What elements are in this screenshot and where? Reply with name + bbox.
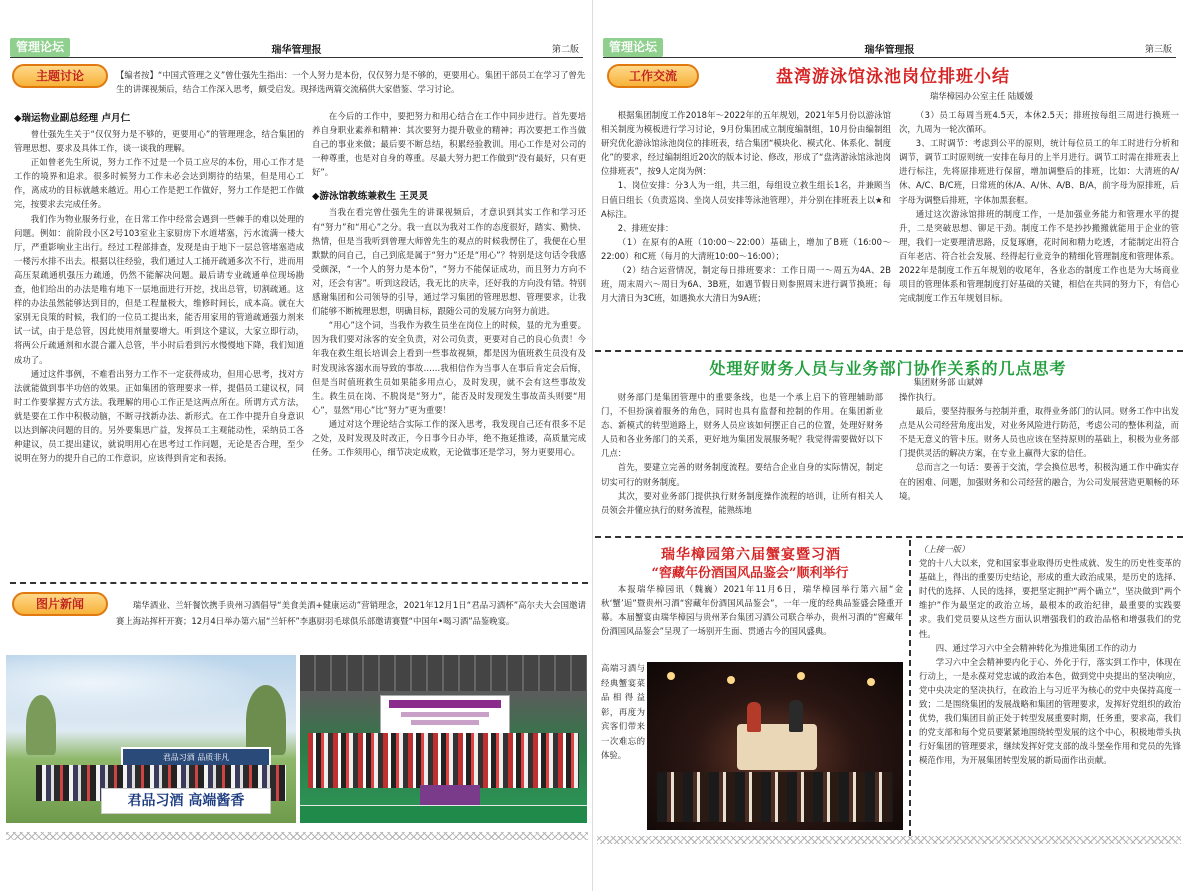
event-backdrop: 君品习酒 品质非凡 bbox=[121, 747, 271, 781]
paragraph: 在今后的工作中，要把努力和用心结合在工作中同步进行。首先要培养自身职业素养和精神：其次要努力提升敬业的精神；再次要把工作当做自己的事业来做；最后要不断总结，积累经验教训。用心工作是对公司的一种尊重，也是对自身的尊重。尽最大努力把工作做到“没有最好，只有更好”。 bbox=[312, 111, 586, 178]
left-header bbox=[10, 38, 583, 58]
section-divider bbox=[595, 350, 1183, 352]
banquet-photo bbox=[647, 662, 903, 830]
paragraph: “用心”这个词，当我作为救生员坐在岗位上的时候，显的尤为重要。因为我们要对泳客的安全负责，对公司负责，更要对自己的良心负责！今年我在救生组长培训会上看到一些事故视频，都是因为值班救生员没有及时发现泳客溺水而导致的事故……我相信作为当事人在事后肯定会后悔，但是当时值班救生员如果能多用点心，及时发现，就不会有这些事故发生。救生员在岗、不脱岗是“努力”，能否及时发现发生事故苗头则要“用心”，显然“用心”比“努力”更为重要！ bbox=[312, 320, 586, 415]
section-tag-work-exchange: 工作交流 bbox=[607, 64, 699, 88]
article-byline: 瑞华樟园办公室主任 陆媛媛 bbox=[929, 91, 1033, 101]
paragraph: 曾仕强先生关于“仅仅努力是不够的，更要用心”的管理理念，结合集团的管理思想、要求及具体工作，谈一谈我的理解。 bbox=[14, 129, 304, 154]
paragraph: 通过这件事例，不难看出努力工作不一定获得成功，但用心思考，找对方法就能做到事半功倍的效果。正如集团的管理要求一样，提倡员工建议权，同时工作要掌握方式方法。我理解的用心工作正是这两点所在。所谓方式方法，就是要在工作中积极动脑，不断寻找新办法、新形式。在工作中提升自身意识以达到解决问题的目的。另外要集思广益，发挥员工主观能动性，采纳员工各种建议，员工提出建议，就说明用心在思考过工作问题，无论是否合理，至少说明在努力的提升自己的工作意识，应该得到肯定和表扬。 bbox=[14, 368, 304, 464]
paragraph: 我们作为物业服务行业，在日常工作中经常会遇到一些棘手的难以处理的问题。例如：前阶段小区2号103室业主家厨房下水道堵塞，污水流满一楼大厅，严重影响业主出行。经过工程部排查，发现是由于地下一层总管堵塞造成一楼污水排不出去。根据以往经验，我们通过人工捅开疏通多次不行，进而用高压泵疏通机强压力疏通，仍然不能解决问题。最后请专业疏通单位现场勘查，他们给出的办法是唯有地下一层地面进行开挖，找出总管，切割疏通。这样的办法虽然能够达到目的，但是工程量极大，维修时间长，成本高。就在大家别无良策的时候，我们的一位员工提出来，能否用家用的管道疏通强力剂来试一试，由于是总管，因此使用剂量要增大。听到这个建议，大家立即行动，将两公斤疏通剂和水混合灌入总管，半小时后看到污水慢慢地下降，我们知道成功了。 bbox=[14, 213, 304, 365]
right-page bbox=[593, 0, 1186, 891]
article3-side-text: 高端习酒与经典蟹宴菜品相得益彰，再度为宾客们带来一次难忘的体验。 bbox=[601, 663, 645, 760]
photo-banner-text: 君品习酒 高端酱香 bbox=[101, 788, 271, 814]
page-number: 第三版 bbox=[1144, 45, 1172, 55]
article-column-1 bbox=[14, 109, 304, 571]
paper-name: 瑞华管理报 bbox=[271, 45, 322, 56]
section-tag-theme: 主题讨论 bbox=[12, 64, 108, 88]
article1-column-2: （3）员工每周当班4.5天，本休2.5天；排班按每组三周进行换班一次，九周为一轮次循环。 3、工时调节：考虑到公平的原则，统计每位员工的年工时进行分析和调节，调节工时原则统一安排在每月的上半月进行。调节工时需在排班表上进行标注，先将原排班进行保留，增加调整后的排班，比如：大清班的A/休、A/C、B/C班，日常班的休/A、A/休、A/B、B/A，前字母为原排班，后字母为调整后排班，字体加黑套框。 通过这次游泳馆排班的制度工作，一是加强业务能力和管理水平的提升，二是突破思想、铆足干劲。制度工作不是抄抄搬搬就能用于企业的管理，我们一定要理清思路，反复琢磨，花时间和精力吃透，才能制定出符合百年老店、符合社会发展、经得起行业竞争的精细化管理制度和管理体系。2022年是制度工作五年规划的收尾年，各业态的制度工作也是为大场商业项目的管理体系和管理制度打好基础的关键，相信在共同的努力下，有信心完成制度工作五年规划目标。 bbox=[899, 110, 1179, 304]
paragraph: 正如曾老先生所说，努力工作不过是一个员工应尽的本份，用心工作才是工作的境界和追求。很多时候努力工作未必会达到期待的结果，但是用心工作，离成功的目标就越来越近。用心工作是把工作做好，努力工作是把工作做完，按要求去完成任务。 bbox=[14, 157, 304, 210]
bottom-decor bbox=[6, 832, 588, 840]
page-number: 第二版 bbox=[551, 45, 579, 55]
column-divider bbox=[909, 540, 911, 836]
article2-column-1: 财务部门是集团管理中的重要条线，也是一个承上启下的管理辅助部门，不但扮演着服务的角色，同时也具有监督和控制的作用。在集团新业态、新模式的转型道路上，财务人员应该如何摆正自己的位置，处理好财务人员和各业务部门的关系，更好地为集团发展服务呢？我觉得需要做好以下几点： 首先，要建立完善的财务制度流程。要结合企业自身的实际情况，制定切实可行的财务制度。 其次，要对业务部门提供执行财务制度操作流程的培训，让所有相关人员领会并懂应执行的财务流程，能熟练地 bbox=[601, 392, 883, 515]
article2-column-2: 操作执行。 最后，要坚持服务与控制并重，取得业务部门的认同。财务工作中出发点是从公司经营角度出发，对业务风险进行防范，考虑公司的整体利益，而不是无意义的管卡压。财务人员也应该在坚持原则的基础上，积极为业务部门提供灵活的解决方案，在专业上赢得大家的信任。 总而言之一句话：要善于交流，学会换位思考，积极沟通工作中确实存在的困难、问题，加强财务和公司经营的融合，为公司发展营造更顺畅的环境。 bbox=[899, 392, 1179, 501]
article-title-line-2: “窖藏年份酒国风品鉴会”顺利举行 bbox=[651, 566, 849, 581]
article1-column-1: 根据集团制度工作2018年～2022年的五年规划，2021年5月份以游泳馆相关制度为模板进行学习讨论，9月份集团成立制度编制组，10月份由编制组研究优化游泳馆泳池岗位的排班表，结合集团“模块化、模式化、体系化、制度化”的要求，经过编制组近20次的版本讨论、修改，形成了“盘湾游泳馆泳池岗位排班表”，按9人定岗为例： 1、岗位安排：分3人为一组，共三组，每组设立救生组长1名，并兼顾当日值日组长（负责巡岗、坐岗人员安排等泳池管理），并分别在排班表上以★和A标注。 2、排班安排： （1）在原有的A班（10:00～22:00）基础上，增加了B班（16:00～22:00）和C班（每月的大清班10:00～16:00）； （2）结合运营情况，制定每日排班要求：工作日周一～周五为4A、2B班，周末周六～周日为6A、3B班，如遇节假日则参照周末进行调节换班；每月大清日为3C班，如遇换水大清日为9A班； bbox=[601, 110, 891, 304]
article-byline: 集团财务部 山斌婵 bbox=[913, 377, 983, 387]
badminton-event-photo bbox=[300, 655, 587, 823]
editor-note: 【编者按】“中国式管理之义”曾仕强先生指出：一个人努力是本份，仅仅努力是不够的，更要用心。集团干部员工在学习了曾先生的讲课视频后，结合工作深入思考，颇受启发。现择选两篇交流稿供大家借鉴、学习讨论。 bbox=[116, 70, 586, 94]
author-heading: ◆瑞运物业副总经理 卢月仁 bbox=[14, 113, 131, 124]
right-header bbox=[603, 38, 1176, 58]
article-title-line-1: 瑞华樟园第六届蟹宴暨习酒 bbox=[661, 547, 841, 563]
column-badge: 管理论坛 bbox=[603, 38, 663, 57]
article3-lead: 本报瑞华樟园讯（魏巍）2021年11月6日，瑞华樟园举行第六届“金秋‘蟹’逅”暨贵州习酒“窖藏年份酒国风品鉴会”，一年一度的经典品鉴盛会隆重开幕。本届蟹宴由瑞华樟园与贵州茅台集团习酒公司联合举办，贵州习酒的“窖藏年份酒国风品鉴会”呈现了一场别开生面、贯通古今的国风盛典。 bbox=[601, 584, 903, 637]
paragraph: 当我在看完曾仕强先生的讲课视频后，才意识到其实工作和学习还有“努力”和“用心”之分。我一直以为我对工作的态度很好，踏实、勤快、热情，但是当我听到曾理大师曾先生的观点的时候我愣住了，我便在心里默默的问自己，自己到底是属于“努力”还是“用心”？特别是这句话令我感受颇深，“一个人的努力是本份”，“努力不能保证成功，而且努力方向不对，还会有害”。听到这段话，我无比的庆幸，还好我的方向没有错。特别感谢集团和公司领导的引导，通过学习集团的管理思想、管理要求，让我们能够不断梳理思想，明确目标，跟随公司的发展方向努力前进。 bbox=[312, 207, 586, 317]
event-backdrop bbox=[380, 695, 510, 735]
paragraph: 通过对这个理论结合实际工作的深入思考，我发现自己还有很多不足之处，及时发现及时改正，今日事今日办毕，绝不拖延推诿，高质量完成任务。工作须用心，细节决定成败，无论做事还是学习，努力更要用心。 bbox=[312, 418, 586, 458]
author-heading: ◆游泳馆教练兼救生 王灵灵 bbox=[312, 191, 429, 203]
article-title: 处理好财务人员与业务部门协作关系的几点思考 bbox=[709, 359, 1067, 378]
bottom-decor bbox=[597, 836, 1181, 844]
group-of-people bbox=[308, 733, 579, 788]
article-column-2 bbox=[312, 109, 586, 571]
article4-column: （上接一版） 党的十八大以来，党和国家事业取得历史性成就、发生的历史性变革的基础上，得出的重要历史结论，形成的重大政治成果，是历史的选择、时代的选择、人民的选择，要把坚定拥护“两个确立”，坚决做到“两个维护”作为最坚定的政治立场，最根本的政治纪律，最重要的实践要求。我们党员要从这些方面认识增强我们的政治品格和增强我们的党性。 四、通过学习六中全会精神转化为推进集团工作的动力 学习六中全会精神要内化于心、外化于行，落实到工作中，体现在行动上，一是永葆对党忠诚的政治本色，做到党中央提出的坚决响应，党中央决定的坚决执行，在政治上与习近平为核心的党中央保持高度一致；二是围绕集团的发展战略和集团的管理要求，发挥好党组织的政治优势，我们集团目前正处于转型发展重要时期，任务重，要求高，我们的党支部和每个党员要紧紧地围绕转型发展的这个中心，积极地带头执行好集团的管理要求，继续发挥好党支部的战斗堡垒作用和党员的先锋模范作用，为开展集团转型发展的新局面作出贡献。 bbox=[919, 544, 1181, 766]
guests-at-tables bbox=[657, 772, 893, 822]
section-tag-photo-news: 图片新闻 bbox=[12, 592, 108, 616]
section-divider bbox=[595, 536, 1183, 538]
photo-news-caption: 瑞华酒业、兰轩餐饮携手贵州习酒倡导“美食美酒+健康运动”营销理念，2021年12月1日“君品习酒杯”高尔夫大会国邀请赛上海站挥杆开赛；12月4日举办第六届“兰轩杯”李惠厨羽毛球俱乐部邀请赛暨“中国年•喝习酒”品鉴晚宴。 bbox=[116, 600, 586, 626]
column-badge: 管理论坛 bbox=[10, 38, 70, 57]
golf-event-photo bbox=[6, 655, 296, 823]
continued-mark: （上接一版） bbox=[919, 544, 970, 554]
article-title: 盘湾游泳馆泳池岗位排班小结 bbox=[776, 67, 1010, 87]
section-divider bbox=[10, 582, 588, 584]
paper-name: 瑞华管理报 bbox=[864, 45, 915, 56]
